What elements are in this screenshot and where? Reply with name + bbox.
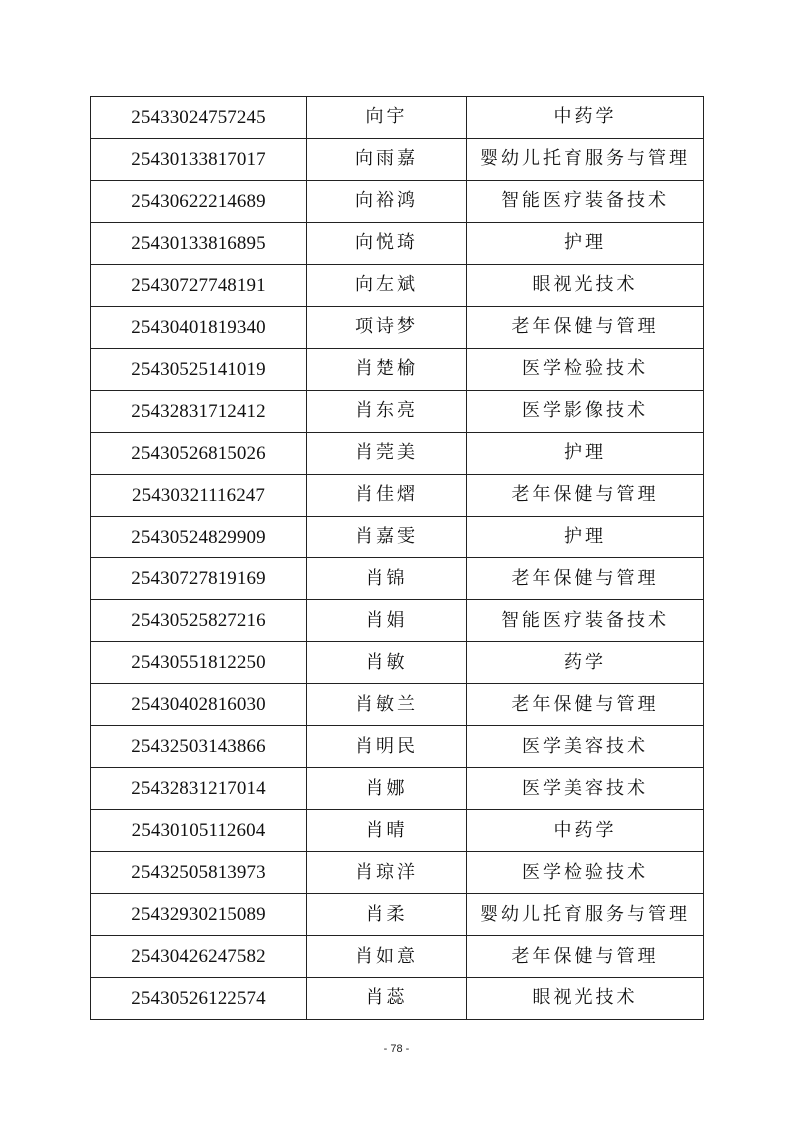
student-name-cell: 向左斌 (307, 264, 467, 306)
student-name-cell: 肖锦 (307, 558, 467, 600)
student-name-cell: 向雨嘉 (307, 138, 467, 180)
student-name-cell: 肖琼洋 (307, 852, 467, 894)
student-id-cell: 25430525141019 (91, 348, 307, 390)
student-name-cell: 向宇 (307, 97, 467, 139)
major-cell: 护理 (467, 516, 704, 558)
major-cell: 药学 (467, 642, 704, 684)
major-cell: 老年保健与管理 (467, 684, 704, 726)
student-name-cell: 肖柔 (307, 894, 467, 936)
student-id-cell: 25430727748191 (91, 264, 307, 306)
major-cell: 眼视光技术 (467, 264, 704, 306)
table-row (91, 432, 704, 474)
major-cell: 老年保健与管理 (467, 558, 704, 600)
table-row (91, 558, 704, 600)
major-cell: 医学检验技术 (467, 852, 704, 894)
table-row (91, 516, 704, 558)
student-id-cell: 25432930215089 (91, 894, 307, 936)
table-row (91, 348, 704, 390)
table-row (91, 390, 704, 432)
student-name-cell: 肖莞美 (307, 432, 467, 474)
student-id-cell: 25432831712412 (91, 390, 307, 432)
student-id-cell: 25432831217014 (91, 768, 307, 810)
table-row (91, 978, 704, 1020)
table-row (91, 684, 704, 726)
student-id-cell: 25433024757245 (91, 97, 307, 139)
student-roster-table (90, 96, 704, 1020)
student-id-cell: 25430426247582 (91, 936, 307, 978)
student-id-cell: 25430525827216 (91, 600, 307, 642)
student-name-cell: 肖如意 (307, 936, 467, 978)
student-name-cell: 肖娜 (307, 768, 467, 810)
student-name-cell: 肖明民 (307, 726, 467, 768)
table-row (91, 264, 704, 306)
table-row (91, 306, 704, 348)
major-cell: 婴幼儿托育服务与管理 (467, 138, 704, 180)
major-cell: 婴幼儿托育服务与管理 (467, 894, 704, 936)
student-id-cell: 25430526815026 (91, 432, 307, 474)
major-cell: 眼视光技术 (467, 978, 704, 1020)
student-name-cell: 肖敏 (307, 642, 467, 684)
major-cell: 老年保健与管理 (467, 306, 704, 348)
student-id-cell: 25430133816895 (91, 222, 307, 264)
student-name-cell: 肖敏兰 (307, 684, 467, 726)
roster-body (91, 97, 704, 1020)
table-row (91, 474, 704, 516)
table-row (91, 222, 704, 264)
student-id-cell: 25430321116247 (91, 474, 307, 516)
student-id-cell: 25432505813973 (91, 852, 307, 894)
student-id-cell: 25430402816030 (91, 684, 307, 726)
student-id-cell: 25430133817017 (91, 138, 307, 180)
table-row (91, 768, 704, 810)
table-row (91, 138, 704, 180)
student-name-cell: 肖嘉雯 (307, 516, 467, 558)
student-name-cell: 肖楚榆 (307, 348, 467, 390)
student-name-cell: 肖晴 (307, 810, 467, 852)
table-row (91, 600, 704, 642)
major-cell: 中药学 (467, 810, 704, 852)
table-row (91, 852, 704, 894)
student-id-cell: 25430551812250 (91, 642, 307, 684)
major-cell: 老年保健与管理 (467, 474, 704, 516)
student-name-cell: 肖东亮 (307, 390, 467, 432)
major-cell: 护理 (467, 222, 704, 264)
student-name-cell: 向悦琦 (307, 222, 467, 264)
student-id-cell: 25430401819340 (91, 306, 307, 348)
major-cell: 智能医疗装备技术 (467, 600, 704, 642)
major-cell: 医学美容技术 (467, 726, 704, 768)
student-name-cell: 项诗梦 (307, 306, 467, 348)
table-row (91, 97, 704, 139)
student-name-cell: 肖娟 (307, 600, 467, 642)
student-id-cell: 25430727819169 (91, 558, 307, 600)
major-cell: 智能医疗装备技术 (467, 180, 704, 222)
student-id-cell: 25430524829909 (91, 516, 307, 558)
table-row (91, 726, 704, 768)
table-row (91, 180, 704, 222)
major-cell: 中药学 (467, 97, 704, 139)
major-cell: 老年保健与管理 (467, 936, 704, 978)
table-row (91, 810, 704, 852)
table-row (91, 894, 704, 936)
page-number: - 78 - (383, 1043, 410, 1055)
table-row (91, 642, 704, 684)
student-id-cell: 25430622214689 (91, 180, 307, 222)
student-id-cell: 25430105112604 (91, 810, 307, 852)
major-cell: 医学影像技术 (467, 390, 704, 432)
table-row (91, 936, 704, 978)
major-cell: 医学美容技术 (467, 768, 704, 810)
student-name-cell: 向裕鸿 (307, 180, 467, 222)
student-name-cell: 肖佳熠 (307, 474, 467, 516)
student-id-cell: 25432503143866 (91, 726, 307, 768)
student-name-cell: 肖蕊 (307, 978, 467, 1020)
student-id-cell: 25430526122574 (91, 978, 307, 1020)
major-cell: 护理 (467, 432, 704, 474)
major-cell: 医学检验技术 (467, 348, 704, 390)
